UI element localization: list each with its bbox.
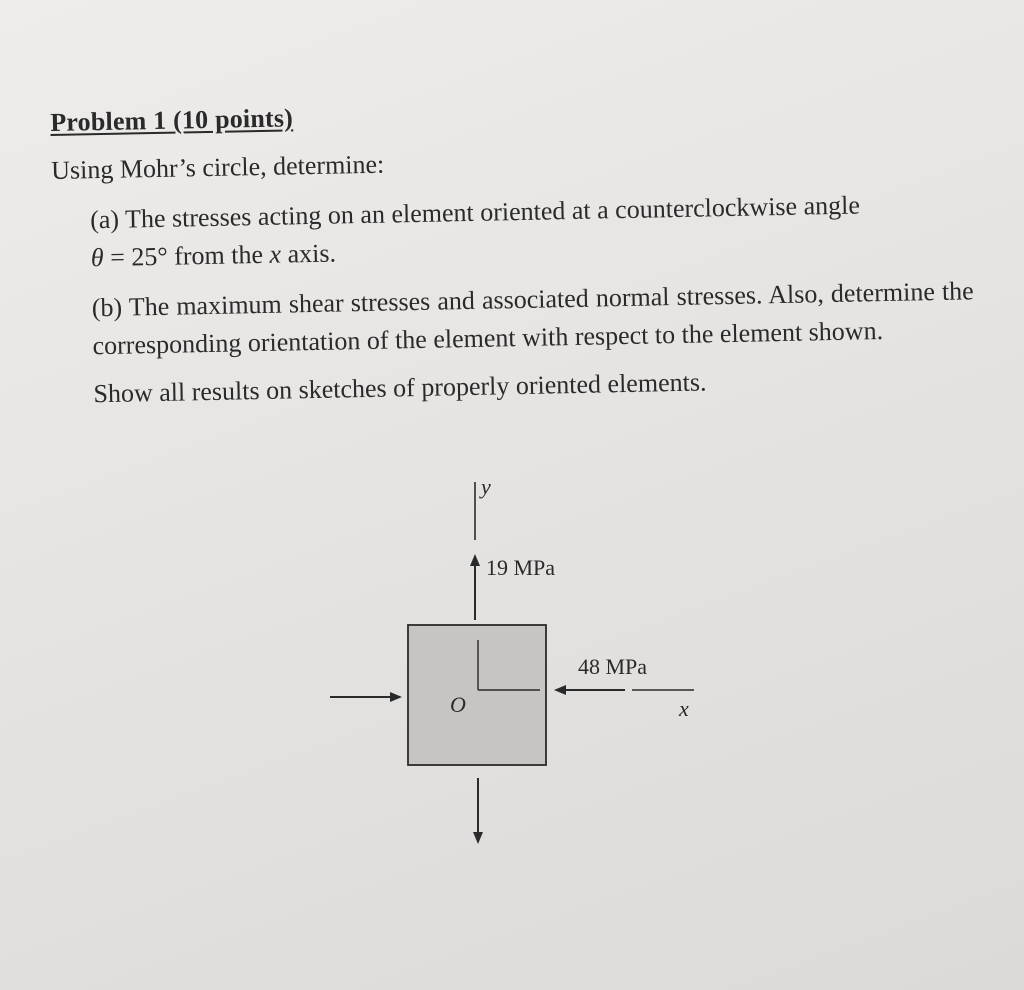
x-axis-label: x — [679, 696, 689, 721]
part-a-suffix: axis. — [280, 238, 337, 269]
problem-title: Problem 1 (10 points) — [50, 103, 294, 137]
problem-intro: Using Mohr’s circle, determine: — [50, 149, 385, 185]
stress-element-square — [408, 625, 546, 765]
y-axis-label: y — [481, 474, 491, 499]
vertical-stress-label: 19 MPa — [486, 555, 556, 580]
part-a-axis-var: x — [269, 239, 282, 269]
instruction-text: Show all results on sketches of properly oriented elements. — [93, 367, 707, 409]
part-a-equation: = 25° from the — [103, 239, 270, 272]
part-a-prefix: (a) The stresses acting on an element oriented at a counterclockwise angle — [89, 190, 861, 235]
origin-label: O — [450, 692, 466, 717]
horizontal-stress-label: 48 MPa — [578, 654, 648, 679]
part-b: (b) The maximum shear stresses and associated normal stresses. Also, determine the corresponding orientation of the element with respect to the element shown. — [91, 276, 974, 361]
part-a-theta: θ — [90, 243, 104, 273]
